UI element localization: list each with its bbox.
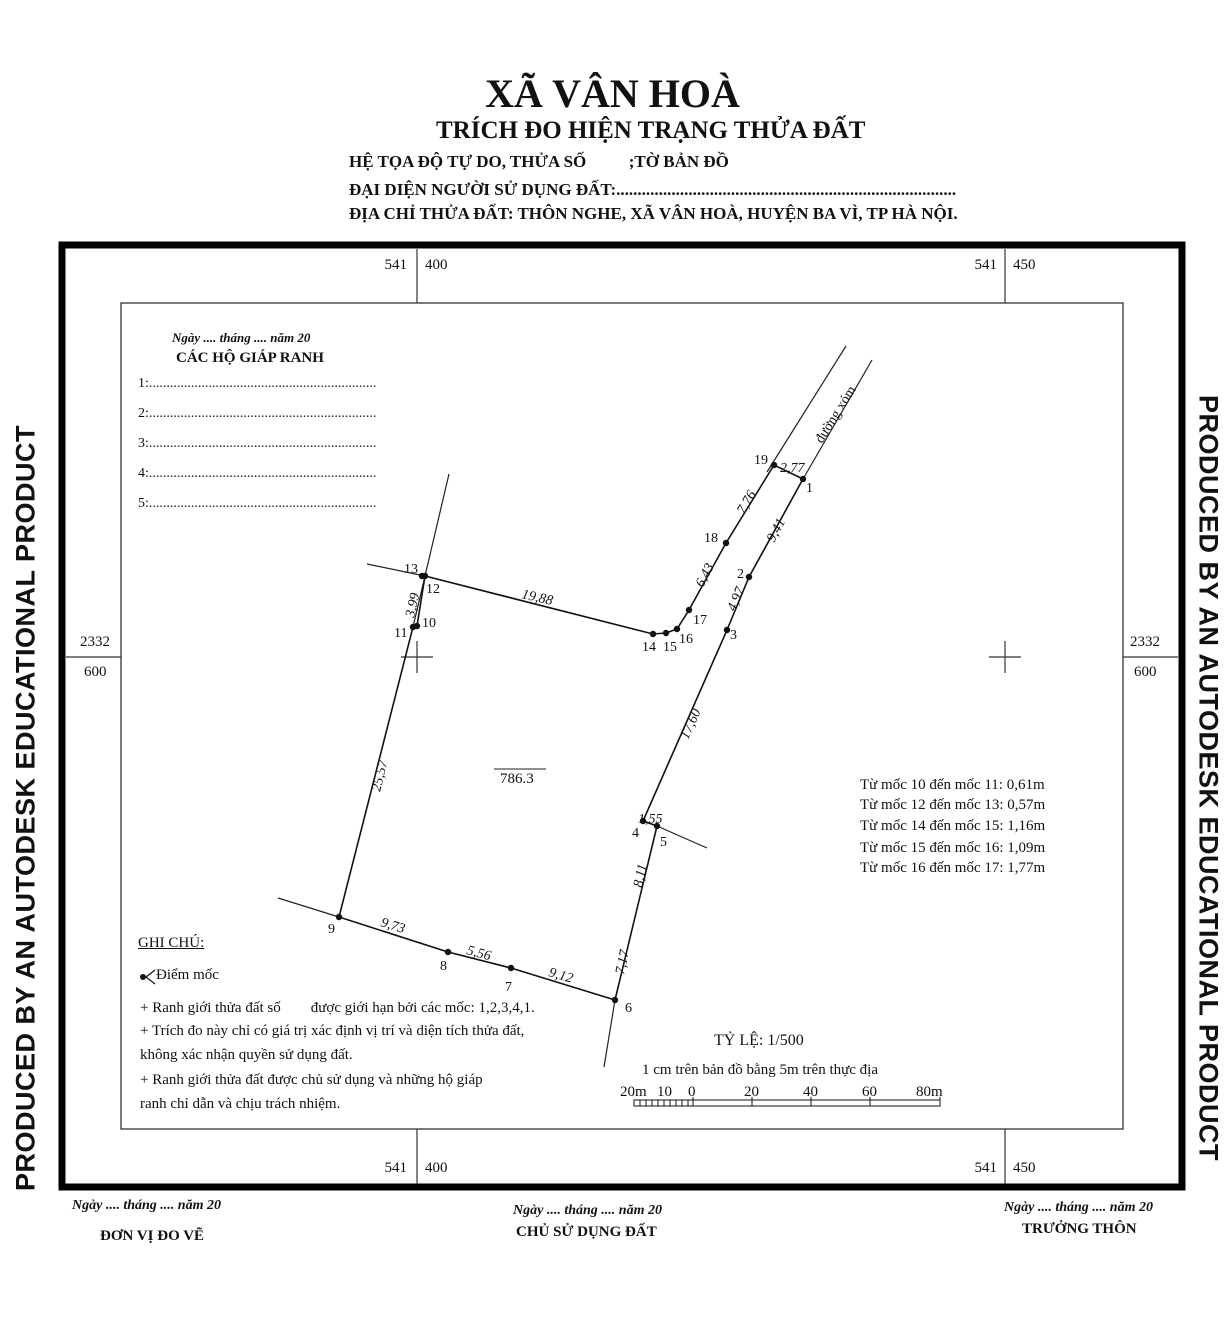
point-label-4: 4 xyxy=(632,826,639,841)
grid-label-left-y-b: 600 xyxy=(84,664,107,680)
legend-marker-label: Điểm mốc xyxy=(156,967,219,983)
point-label-2: 2 xyxy=(737,567,744,582)
grid-label-bottom-right-a: 541 xyxy=(974,1160,997,1176)
neighbor-line-2: 2:................................................................. xyxy=(138,406,377,421)
point-2 xyxy=(746,574,752,580)
point-17 xyxy=(686,607,692,613)
neighbors-date: Ngày .... tháng .... năm 20 xyxy=(172,330,311,345)
point-19 xyxy=(771,462,777,468)
distance-14-15: Từ mốc 14 đến mốc 15: 1,16m xyxy=(860,818,1046,834)
edge-7-6: 9,12 xyxy=(546,965,575,987)
scale-tick-80m: 80m xyxy=(916,1084,943,1100)
point-label-19: 19 xyxy=(754,453,768,468)
point-label-15: 15 xyxy=(663,640,677,655)
point-9 xyxy=(336,914,342,920)
point-label-17: 17 xyxy=(693,613,707,628)
point-label-3: 3 xyxy=(730,628,737,643)
edge-1-2: 9,41 xyxy=(764,516,790,545)
parcel-boundary xyxy=(339,465,803,1000)
grid-label-top-left-b: 400 xyxy=(425,257,448,273)
point-label-8: 8 xyxy=(440,959,447,974)
grid-label-bottom-left-a: 541 xyxy=(384,1160,407,1176)
scale-ticks xyxy=(620,1084,943,1100)
road-lines xyxy=(767,346,872,479)
legend-marker-icon xyxy=(146,970,155,984)
point-label-11: 11 xyxy=(394,626,408,641)
road-label: đường xóm xyxy=(812,383,860,447)
edge-4-5: 1,55 xyxy=(638,812,663,827)
land-user-line: ĐẠI DIỆN NGƯỜI SỬ DỤNG ĐẤT:................................................................................ xyxy=(349,180,957,199)
grid-label-top-right-b: 450 xyxy=(1013,257,1036,273)
parcel-area: 786.3 xyxy=(500,771,534,787)
point-label-12: 12 xyxy=(426,582,440,597)
point-label-6: 6 xyxy=(625,1001,632,1016)
extension-lines xyxy=(278,474,707,1067)
point-label-16: 16 xyxy=(679,632,693,647)
edge-9-8: 9,73 xyxy=(378,915,407,937)
distance-10-11: Từ mốc 10 đến mốc 11: 0,61m xyxy=(860,777,1045,793)
edge-lengths xyxy=(369,461,805,987)
edge-19-1: 2,77 xyxy=(780,461,805,476)
edge-18-19: 7,76 xyxy=(734,488,760,517)
signature-date-village-head: Ngày .... tháng .... năm 20 xyxy=(1004,1200,1153,1215)
watermark-right: PRODUCED BY AN AUTODESK EDUCATIONAL PRODUCT xyxy=(1193,394,1224,1162)
point-label-1: 1 xyxy=(806,481,813,496)
scale-description: 1 cm trên bản đồ bằng 5m trên thực địa xyxy=(642,1062,878,1078)
scale-tick-40: 40 xyxy=(803,1084,818,1100)
scale-tick-0: 0 xyxy=(688,1084,696,1100)
legend-title: GHI CHÚ: xyxy=(138,935,205,951)
point-7 xyxy=(508,965,514,971)
point-14 xyxy=(650,631,656,637)
point-6 xyxy=(612,997,618,1003)
edge-6-ext: 7,17 xyxy=(613,948,634,976)
neighbor-line-5: 5:................................................................. xyxy=(138,496,377,511)
edge-12-10: 3,99 xyxy=(403,591,424,619)
legend-note-4: + Ranh giới thửa đất được chủ sử dụng và những hộ giáp xyxy=(140,1072,483,1088)
point-label-5: 5 xyxy=(660,835,667,850)
scale-bar xyxy=(634,1097,940,1106)
coordinate-system-line: HỆ TỌA ĐỘ TỰ DO, THỬA SỐ ;TỜ BẢN ĐỒ xyxy=(349,152,729,171)
point-15 xyxy=(663,630,669,636)
neighbor-line-4: 4:................................................................. xyxy=(138,466,377,481)
edge-13-14: 19,88 xyxy=(520,587,555,609)
distance-12-13: Từ mốc 12 đến mốc 13: 0,57m xyxy=(860,797,1046,813)
grid-label-bottom-right-b: 450 xyxy=(1013,1160,1036,1176)
point-label-7: 7 xyxy=(505,980,512,995)
point-18 xyxy=(723,540,729,546)
point-13 xyxy=(419,573,425,579)
edge-17-18: 6,43 xyxy=(693,561,718,590)
signature-role-surveyor: ĐƠN VỊ ĐO VẼ xyxy=(100,1228,205,1244)
neighbor-line-1: 1:................................................................. xyxy=(138,376,377,391)
edge-2-3: 4,97 xyxy=(724,585,749,614)
scale-tick-20: 20 xyxy=(744,1084,759,1100)
edge-3-4: 17,60 xyxy=(677,706,705,742)
legend-note-3: không xác nhận quyền sử dụng đất. xyxy=(140,1047,353,1063)
scale-ratio: TỶ LỆ: 1/500 xyxy=(714,1032,804,1049)
distance-16-17: Từ mốc 16 đến mốc 17: 1,77m xyxy=(860,860,1046,876)
point-label-13: 13 xyxy=(404,562,418,577)
grid-label-right-y-a: 2332 xyxy=(1130,634,1160,650)
point-label-18: 18 xyxy=(704,531,718,546)
grid-label-right-y-b: 600 xyxy=(1134,664,1157,680)
edge-9-11: 25,57 xyxy=(369,758,392,793)
point-8 xyxy=(445,949,451,955)
grid-label-bottom-left-b: 400 xyxy=(425,1160,448,1176)
land-address-line: ĐỊA CHỈ THỬA ĐẤT: THÔN NGHE, XÃ VÂN HOÀ, HUYỆN BA VÌ, TP HÀ NỘI. xyxy=(349,204,958,223)
grid-label-top-right-a: 541 xyxy=(974,257,997,273)
signature-date-surveyor: Ngày .... tháng .... năm 20 xyxy=(72,1198,221,1213)
point-label-14: 14 xyxy=(642,640,656,655)
neighbor-line-3: 3:................................................................. xyxy=(138,436,377,451)
signature-role-owner: CHỦ SỬ DỤNG ĐẤT xyxy=(516,1224,657,1240)
legend-note-2: + Trích đo này chỉ có giá trị xác định vị trí và diện tích thửa đất, xyxy=(140,1023,525,1039)
legend-note-1: + Ranh giới thửa đất số được giới hạn bởi các mốc: 1,2,3,4,1. xyxy=(140,1000,535,1016)
signature-role-village-head: TRƯỞNG THÔN xyxy=(1022,1221,1137,1237)
scale-tick-10: 10 xyxy=(657,1084,672,1100)
edge-8-7: 5,56 xyxy=(464,943,493,965)
document-title: TRÍCH ĐO HIỆN TRẠNG THỬA ĐẤT xyxy=(436,117,866,144)
point-label-9: 9 xyxy=(328,922,335,937)
neighbors-title: CÁC HỘ GIÁP RANH xyxy=(176,350,324,366)
scale-tick-60: 60 xyxy=(862,1084,877,1100)
grid-label-left-y-a: 2332 xyxy=(80,634,110,650)
distance-15-16: Từ mốc 15 đến mốc 16: 1,09m xyxy=(860,840,1046,856)
grid-label-top-left-a: 541 xyxy=(384,257,407,273)
commune-title: XÃ VÂN HOÀ xyxy=(485,71,740,116)
point-label-10: 10 xyxy=(422,616,436,631)
point-11 xyxy=(410,624,416,630)
signature-date-owner: Ngày .... tháng .... năm 20 xyxy=(513,1203,662,1218)
legend-note-5: ranh chỉ dẫn và chịu trách nhiệm. xyxy=(140,1096,341,1112)
scale-tick-20m: 20m xyxy=(620,1084,647,1100)
watermark-left: PRODUCED BY AN AUTODESK EDUCATIONAL PRODUCT xyxy=(10,424,41,1192)
edge-5-6: 8,11 xyxy=(631,862,651,889)
